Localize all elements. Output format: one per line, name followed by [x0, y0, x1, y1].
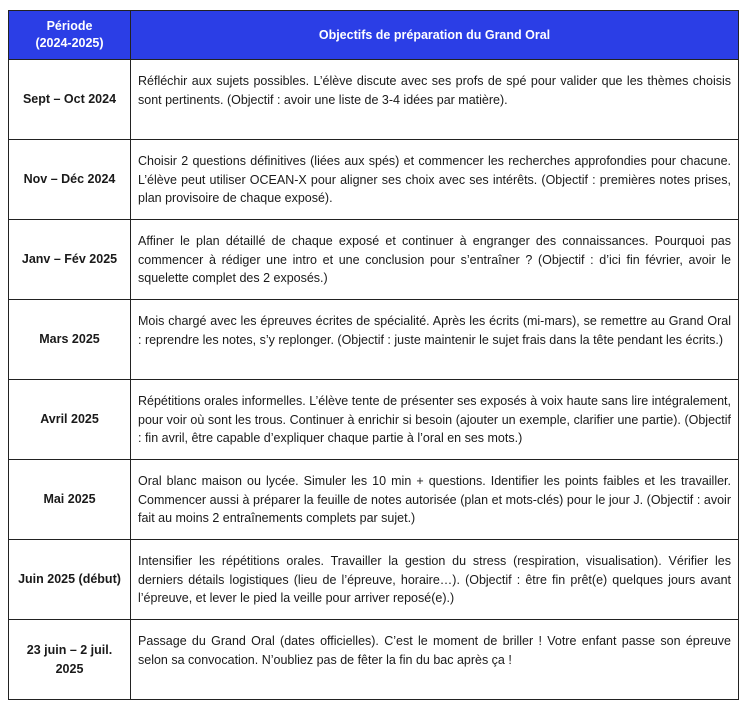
- table-row: [9, 140, 739, 220]
- table-row: [9, 620, 739, 700]
- objective-cell: Affiner le plan détaillé de chaque exposé et continuer à engranger des connaissances. Pourquoi pas commencer à rédiger une intro et une conclusion pour s’entraîner ? (Objectif : d’ici fin février, avoir le squelette complet des 2 exposés.): [131, 220, 739, 300]
- table-header-row: [9, 11, 739, 60]
- schedule-table-container: [8, 10, 738, 700]
- table-row: [9, 380, 739, 460]
- period-cell: Juin 2025 (début): [9, 540, 131, 620]
- table-row: [9, 220, 739, 300]
- period-cell: 23 juin – 2 juil. 2025: [9, 620, 131, 700]
- grand-oral-schedule-table: [8, 10, 739, 700]
- period-cell: Sept – Oct 2024: [9, 60, 131, 140]
- objective-cell: Mois chargé avec les épreuves écrites de spécialité. Après les écrits (mi-mars), se remettre au Grand Oral : reprendre les notes, s’y replonger. (Objectif : juste maintenir le sujet frais dans la tête pendant les écrits.): [131, 300, 739, 380]
- period-header-line1: Période: [46, 19, 93, 33]
- objective-cell: Oral blanc maison ou lycée. Simuler les 10 min + questions. Identifier les points faibles et les travailler. Commencer aussi à préparer la feuille de notes autorisée (plan et mots-clés) pour le jour J. (Objectif : avoir fait au moins 2 entraînements complets par sujet.): [131, 460, 739, 540]
- objective-cell: Réfléchir aux sujets possibles. L’élève discute avec ses profs de spé pour valider que les thèmes choisis sont pertinents. (Objectif : avoir une liste de 3-4 idées par matière).: [131, 60, 739, 140]
- period-cell: Avril 2025: [9, 380, 131, 460]
- objectives-column-header: Objectifs de préparation du Grand Oral: [131, 11, 739, 60]
- table-row: [9, 60, 739, 140]
- table-row: [9, 540, 739, 620]
- period-column-header: [9, 11, 131, 60]
- objective-cell: Passage du Grand Oral (dates officielles). C’est le moment de briller ! Votre enfant passe son épreuve selon sa convocation. N’oubliez pas de fêter la fin du bac après ça !: [131, 620, 739, 700]
- objective-cell: Intensifier les répétitions orales. Travailler la gestion du stress (respiration, visualisation). Vérifier les derniers détails logistiques (lieu de l’épreuve, horaire…). (Objectif : être fin prêt(e) quelques jours avant l’épreuve, et lever le pied la veille pour arriver reposé(e).): [131, 540, 739, 620]
- period-cell: Janv – Fév 2025: [9, 220, 131, 300]
- period-cell: Nov – Déc 2024: [9, 140, 131, 220]
- objective-cell: Choisir 2 questions définitives (liées aux spés) et commencer les recherches approfondies pour chacune. L’élève peut utiliser OCEAN-X pour aligner ses choix avec ses intérêts. (Objectif : premières notes prises, plan provisoire de chaque exposé).: [131, 140, 739, 220]
- period-cell: Mai 2025: [9, 460, 131, 540]
- table-row: [9, 460, 739, 540]
- objective-cell: Répétitions orales informelles. L’élève tente de présenter ses exposés à voix haute sans lire intégralement, pour voir où sont les trous. Continuer à enrichir si besoin (ajouter un exemple, clarifier une partie). (Objectif : fin avril, être capable d’expliquer chaque partie à l’oral en ses mots.): [131, 380, 739, 460]
- table-row: [9, 300, 739, 380]
- period-cell: Mars 2025: [9, 300, 131, 380]
- period-header-line2: (2024-2025): [35, 36, 104, 50]
